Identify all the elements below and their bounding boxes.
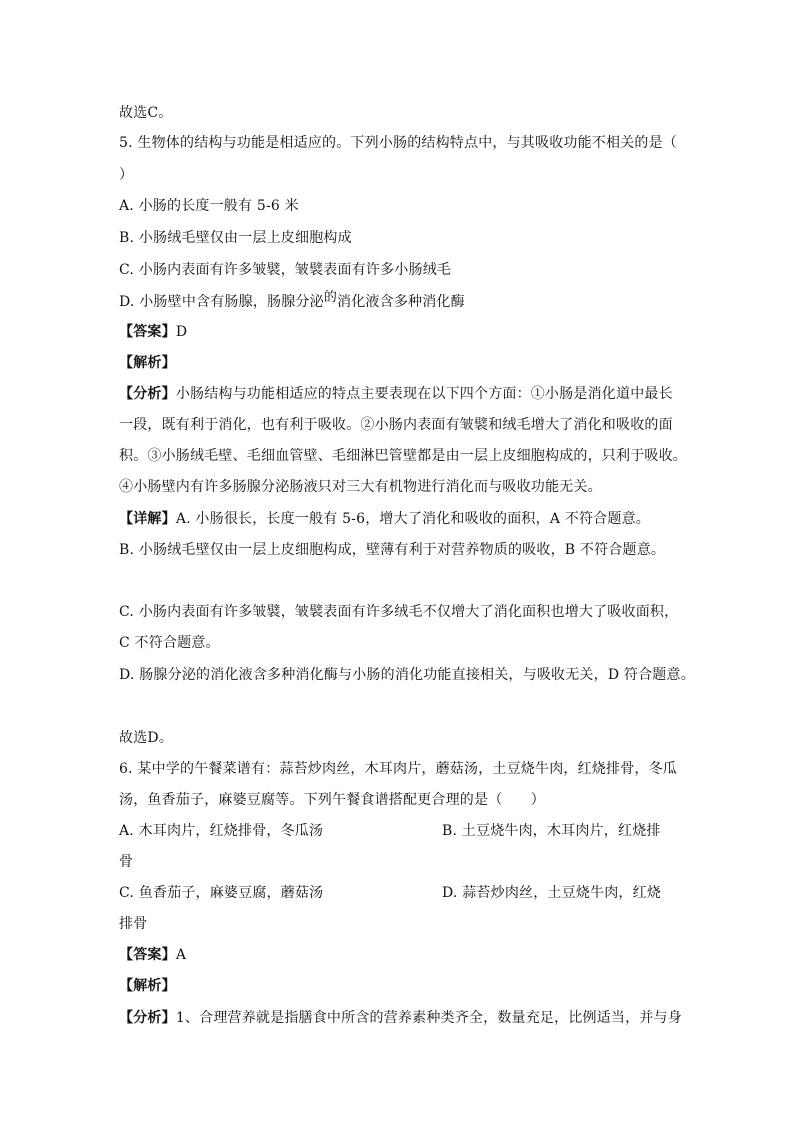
q5-stem-line1: 5. 生物体的结构与功能是相适应的。下列小肠的结构特点中，与其吸收功能不相关的是（: [119, 135, 678, 151]
q6-stem-line1: 6. 某中学的午餐菜谱有：蒜苔炒肉丝，木耳肉片，蘑菇汤，土豆烧牛肉，红烧排骨，冬瓜: [119, 761, 678, 777]
q6-fenxi-text1: 1、合理营养就是指膳食中所含的营养素种类齐全，数量充足，比例适当，并与身: [175, 1010, 682, 1026]
q5-option-b: B. 小肠绒毛壁仅由一层上皮细胞构成: [119, 230, 352, 246]
q5-conclusion: 故选D。: [119, 730, 174, 746]
q5-option-d-text-before: D. 小肠壁中含有肠腺，肠腺分泌: [119, 294, 324, 310]
q6-option-a: A. 木耳肉片，红烧排骨，冬瓜汤: [119, 823, 324, 839]
q6-fenxi-line1: [119, 1009, 682, 1027]
q5-detail-a: [119, 510, 650, 528]
q5-detail-c-line1: C. 小肠内表面有许多皱襞，皱襞表面有许多绒毛不仅增大了消化面积也增大了吸收面积，: [119, 604, 679, 620]
q6-analysis-label: 【解析】: [119, 978, 176, 994]
q5-fenxi-label: 【分析】: [119, 386, 176, 402]
q6-answer-label: 【答案】: [119, 947, 176, 963]
q5-fenxi-text1: 小肠结构与功能相适应的特点主要表现在以下四个方面：①小肠是消化道中最长: [175, 386, 673, 402]
q5-detail-b: B. 小肠绒毛壁仅由一层上皮细胞构成，壁薄有利于对营养物质的吸收，B 不符合题意。: [119, 542, 666, 558]
q6-answer-value: A: [175, 947, 187, 963]
q5-answer: [119, 323, 187, 341]
q5-option-c: C. 小肠内表面有许多皱襞，皱襞表面有许多小肠绒毛: [119, 262, 452, 278]
q5-option-d-text-after: 消化液含多种消化酶: [337, 294, 465, 310]
q6-option-d-line2: 排骨: [119, 916, 148, 932]
q5-fenxi-line2: 一段，既有利于消化，也有利于吸收。②小肠内表面有皱襞和绒毛增大了消化和吸收的面: [119, 417, 673, 433]
q5-detail-label: 【详解】: [119, 511, 176, 527]
q5-fenxi-line1: [119, 385, 673, 403]
q6-option-b-line1: B. 土豆烧牛肉，木耳肉片，红烧排: [442, 823, 661, 839]
q6-stem-line2: 汤，鱼香茄子，麻婆豆腐等。下列午餐食谱搭配更合理的是（ ）: [119, 792, 545, 808]
q5-detail-d: D. 肠腺分泌的消化液含多种消化酶与小肠的消化功能直接相关，与吸收无关，D 符合题意。: [119, 667, 695, 683]
q6-option-b-line2: 骨: [119, 854, 134, 870]
q6-fenxi-label: 【分析】: [119, 1010, 176, 1026]
q5-stem-line2: ）: [119, 167, 134, 183]
q5-option-d: [119, 290, 465, 312]
q6-option-c: C. 鱼香茄子，麻婆豆腐，蘑菇汤: [119, 885, 324, 901]
q5-fenxi-line3: 积。③小肠绒毛壁、毛细血管壁、毛细淋巴管壁都是由一层上皮细胞构成的，只利于吸收。: [119, 448, 687, 464]
q5-fenxi-line4: ④小肠壁内有许多肠腺分泌肠液只对三大有机物进行消化而与吸收功能无关。: [119, 479, 602, 495]
q5-answer-value: D: [175, 324, 188, 340]
q5-detail-c-line2: C 不符合题意。: [119, 635, 220, 651]
q6-option-d-line1: D. 蒜苔炒肉丝，土豆烧牛肉，红烧: [442, 885, 662, 901]
q5-option-d-raised-char: 的: [323, 290, 338, 305]
q6-answer: [119, 946, 186, 964]
previous-conclusion: 故选C。: [119, 105, 173, 121]
q5-analysis-label: 【解析】: [119, 355, 176, 371]
q5-option-a: A. 小肠的长度一般有 5-6 米: [119, 198, 299, 214]
q5-detail-a-text: A. 小肠很长，长度一般有 5-6，增大了消化和吸收的面积，A 不符合题意。: [175, 511, 650, 527]
q5-answer-label: 【答案】: [119, 324, 176, 340]
